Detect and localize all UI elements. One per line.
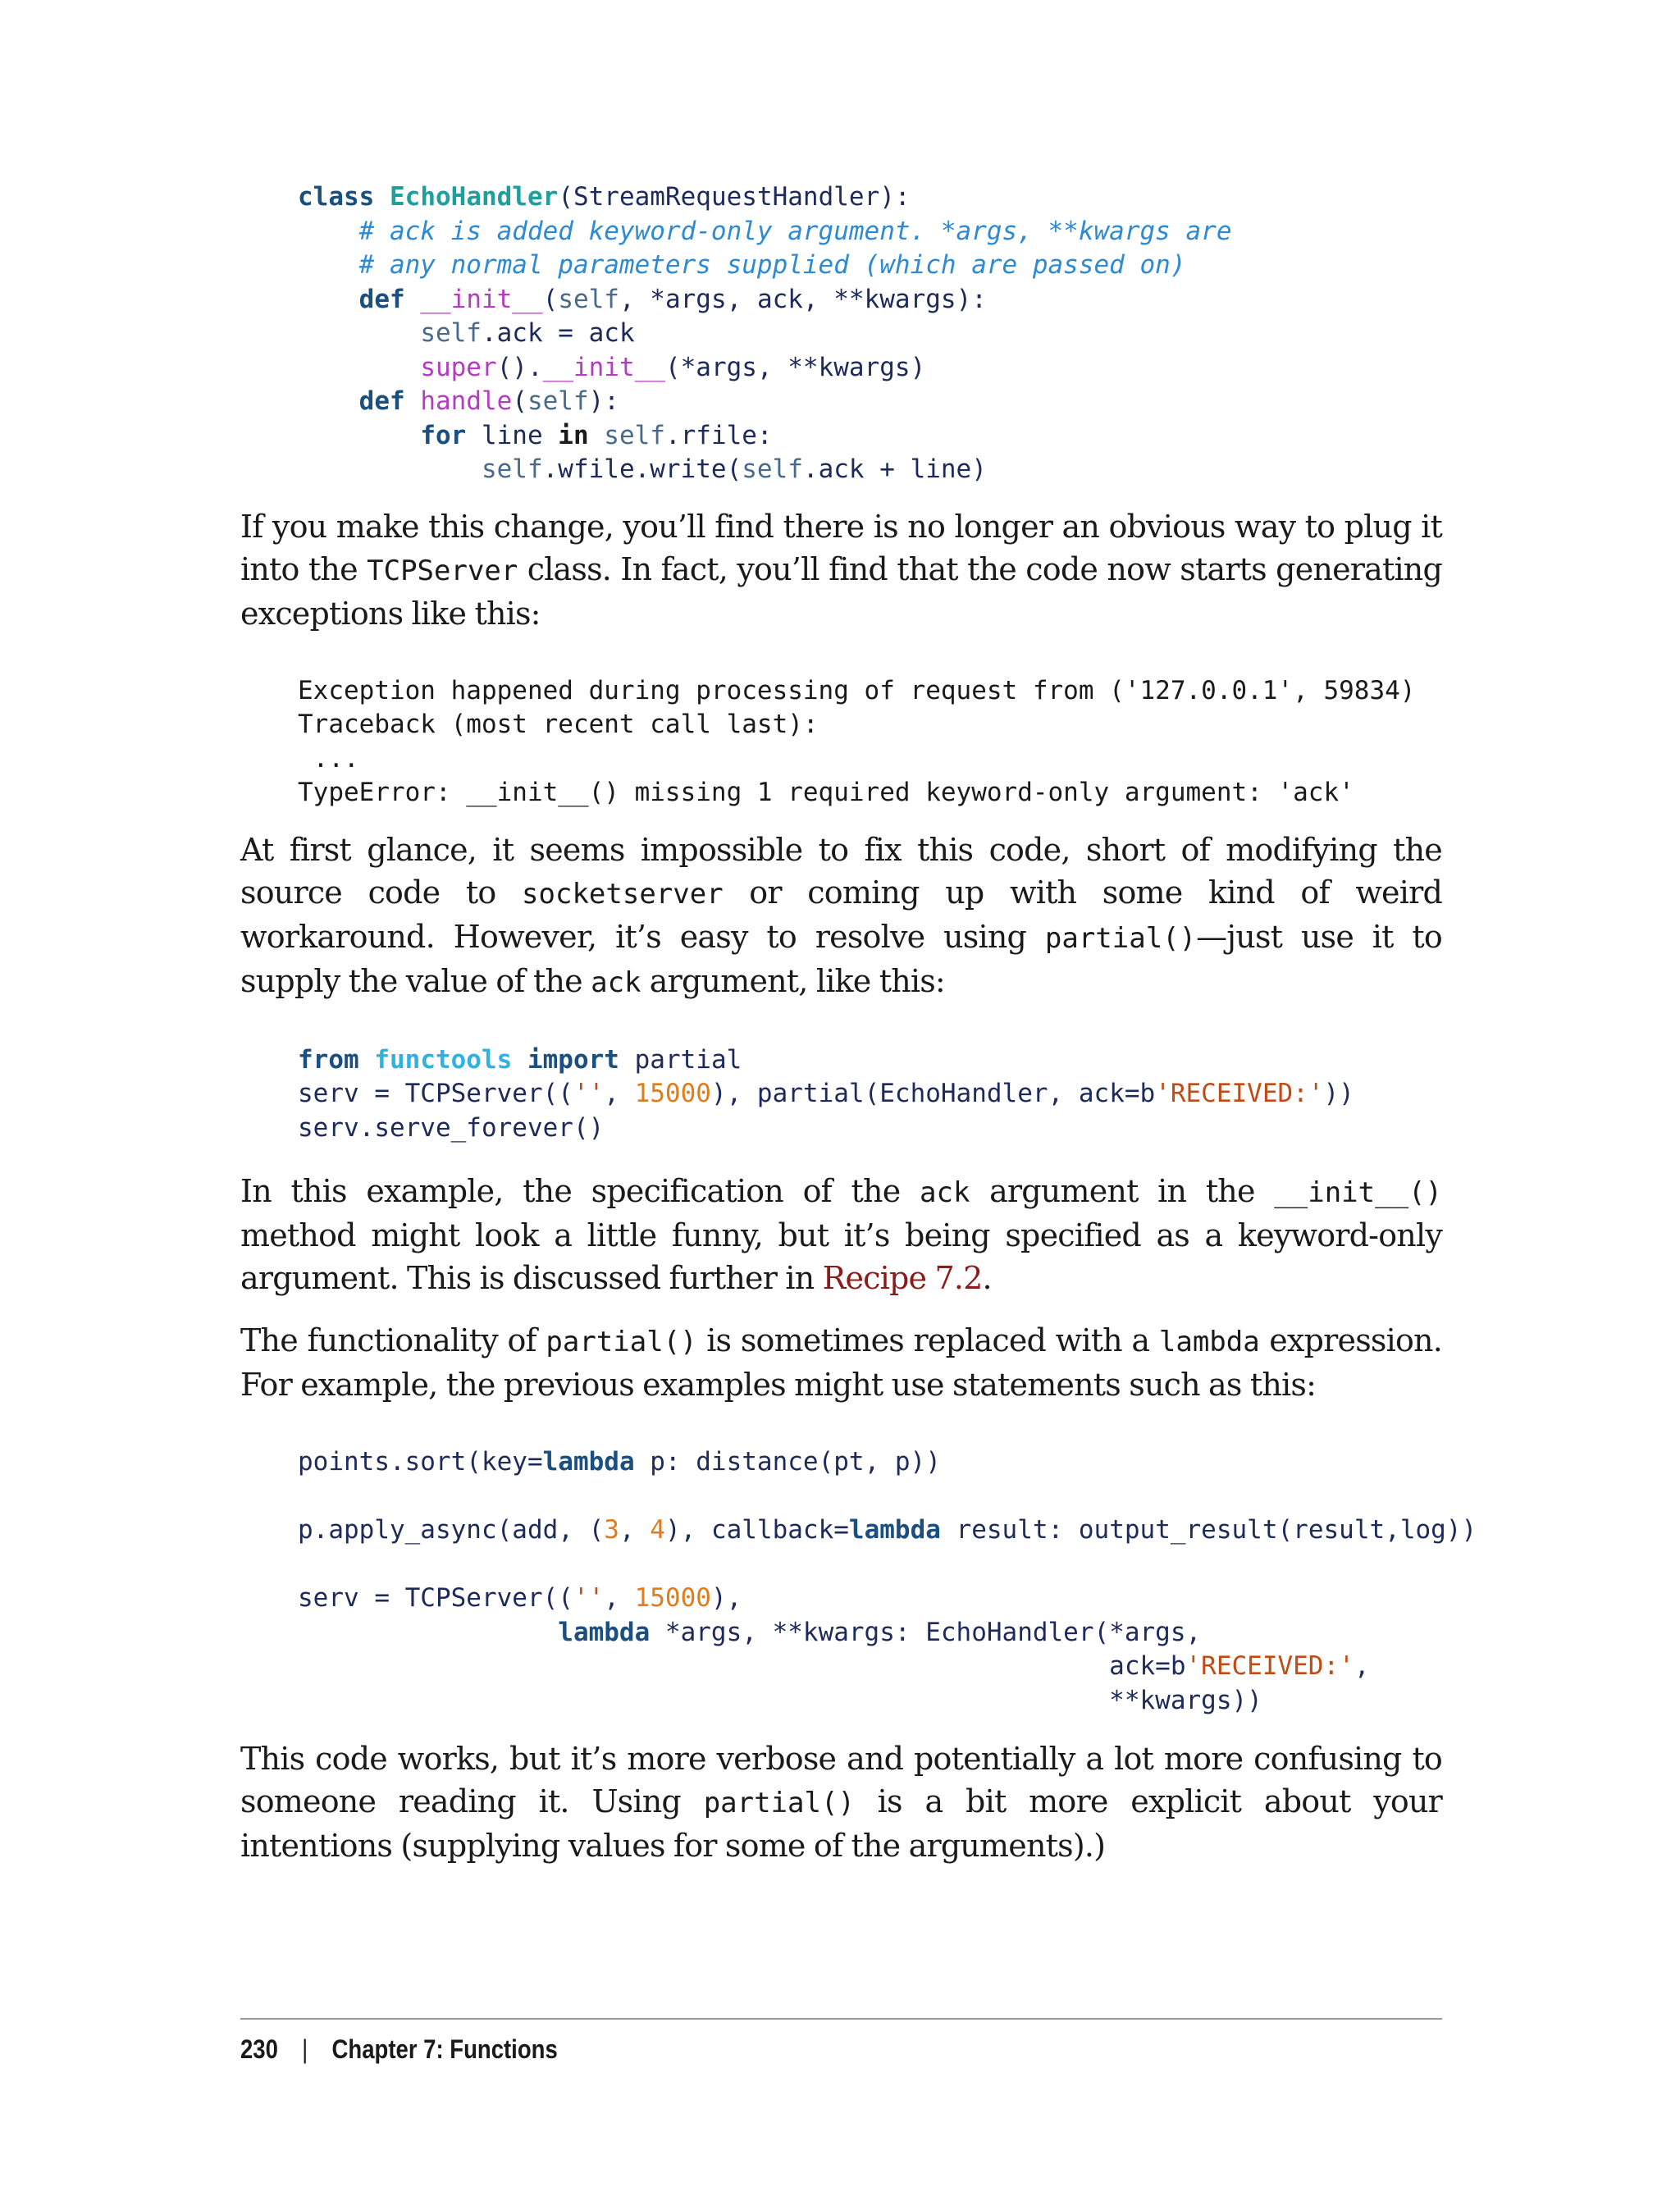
inline-code: ack bbox=[920, 1176, 970, 1209]
inline-code: __init__() bbox=[1274, 1176, 1442, 1209]
page-footer bbox=[240, 2034, 558, 2065]
paragraph-keyword-only: In this example, the specification of the ack argument in the __init__() method might look a little funny, but it’s being specified as a keyword-only argument. This is discussed further in Recipe 7.2. bbox=[240, 1173, 1442, 1296]
inline-code: lambda bbox=[1158, 1326, 1260, 1358]
chapter-title: Chapter 7: Functions bbox=[331, 2034, 558, 2064]
code-line: self.ack = ack bbox=[420, 318, 635, 348]
inline-code: partial() bbox=[703, 1787, 855, 1819]
code-line: self.wfile.write(self.ack + line) bbox=[481, 454, 987, 484]
inline-code: TCPServer bbox=[367, 554, 518, 587]
inline-code: socketserver bbox=[522, 877, 724, 911]
page-number: 230 bbox=[240, 2034, 278, 2064]
recipe-link[interactable]: Recipe 7.2 bbox=[822, 1260, 983, 1296]
code-line: from functools import partial bbox=[298, 1044, 742, 1075]
code-line: serv.serve_forever() bbox=[298, 1112, 605, 1143]
code-block-partial-usage bbox=[298, 1043, 1442, 1146]
code-block-echohandler bbox=[298, 180, 1442, 487]
code-line: ack=b'RECEIVED:', bbox=[298, 1651, 1370, 1681]
code-line: for line in self.rfile: bbox=[420, 420, 773, 450]
code-line: class EchoHandler(StreamRequestHandler): bbox=[298, 182, 911, 212]
code-line: **kwargs)) bbox=[298, 1685, 1262, 1715]
code-line: serv = TCPServer(('', 15000), bbox=[298, 1583, 742, 1613]
inline-code: partial() bbox=[1044, 921, 1197, 955]
code-line: serv = TCPServer(('', 15000), partial(EchoHandler, ack=b'RECEIVED:')) bbox=[298, 1079, 1354, 1108]
code-line: def __init__(self, *args, ack, **kwargs): bbox=[358, 284, 987, 314]
paragraph-lambda-alternative: The functionality of partial() is sometimes replaced with a lambda expression. For example, the previous examples might use statements such as this: bbox=[240, 1322, 1442, 1403]
code-line: TypeError: __init__() missing 1 required keyword-only argument: 'ack' bbox=[298, 778, 1354, 807]
code-comment: # ack is added keyword-only argument. *args, **kwargs are bbox=[298, 216, 1232, 246]
footer-rule bbox=[240, 2018, 1442, 2020]
paragraph-fix-with-partial: At first glance, it seems impossible to fix this code, short of modifying the source code to socketserver or coming up with some kind of weird workaround. However, it’s easy to resolve using partial()—just use it to supply the value of the ack argument, like this: bbox=[240, 831, 1442, 999]
page-content bbox=[240, 164, 1477, 1867]
code-line: points.sort(key=lambda p: distance(pt, p)) bbox=[298, 1447, 941, 1477]
code-line: Exception happened during processing of request from ('127.0.0.1', 59834) bbox=[298, 675, 1416, 705]
code-line: lambda *args, **kwargs: EchoHandler(*args, bbox=[558, 1617, 1202, 1647]
code-line: ... bbox=[298, 743, 359, 774]
code-block-traceback bbox=[298, 674, 1442, 810]
paragraph-conclusion: This code works, but it’s more verbose and potentially a lot more confusing to someone reading it. Using partial() is a bit more explicit about your intentions (supplying values for some of the arguments).) bbox=[240, 1741, 1442, 1864]
inline-code: partial() bbox=[546, 1326, 697, 1358]
inline-code: ack bbox=[591, 966, 641, 999]
code-line: def handle(self): bbox=[358, 386, 619, 416]
code-line: p.apply_async(add, (3, 4), callback=lambda result: output_result(result,log)) bbox=[298, 1515, 1477, 1545]
code-line: Traceback (most recent call last): bbox=[298, 710, 819, 739]
paragraph-plug-into-tcpserver: If you make this change, you’ll find there is no longer an obvious way to plug it into the TCPServer class. In fact, you’ll find that the code now starts generating exceptions like this: bbox=[240, 508, 1443, 632]
footer-separator: | bbox=[302, 2034, 308, 2064]
code-comment: # any normal parameters supplied (which are passed on) bbox=[298, 250, 1186, 280]
code-block-lambda-examples bbox=[298, 1445, 1477, 1718]
code-line: super().__init__(*args, **kwargs) bbox=[420, 352, 926, 382]
